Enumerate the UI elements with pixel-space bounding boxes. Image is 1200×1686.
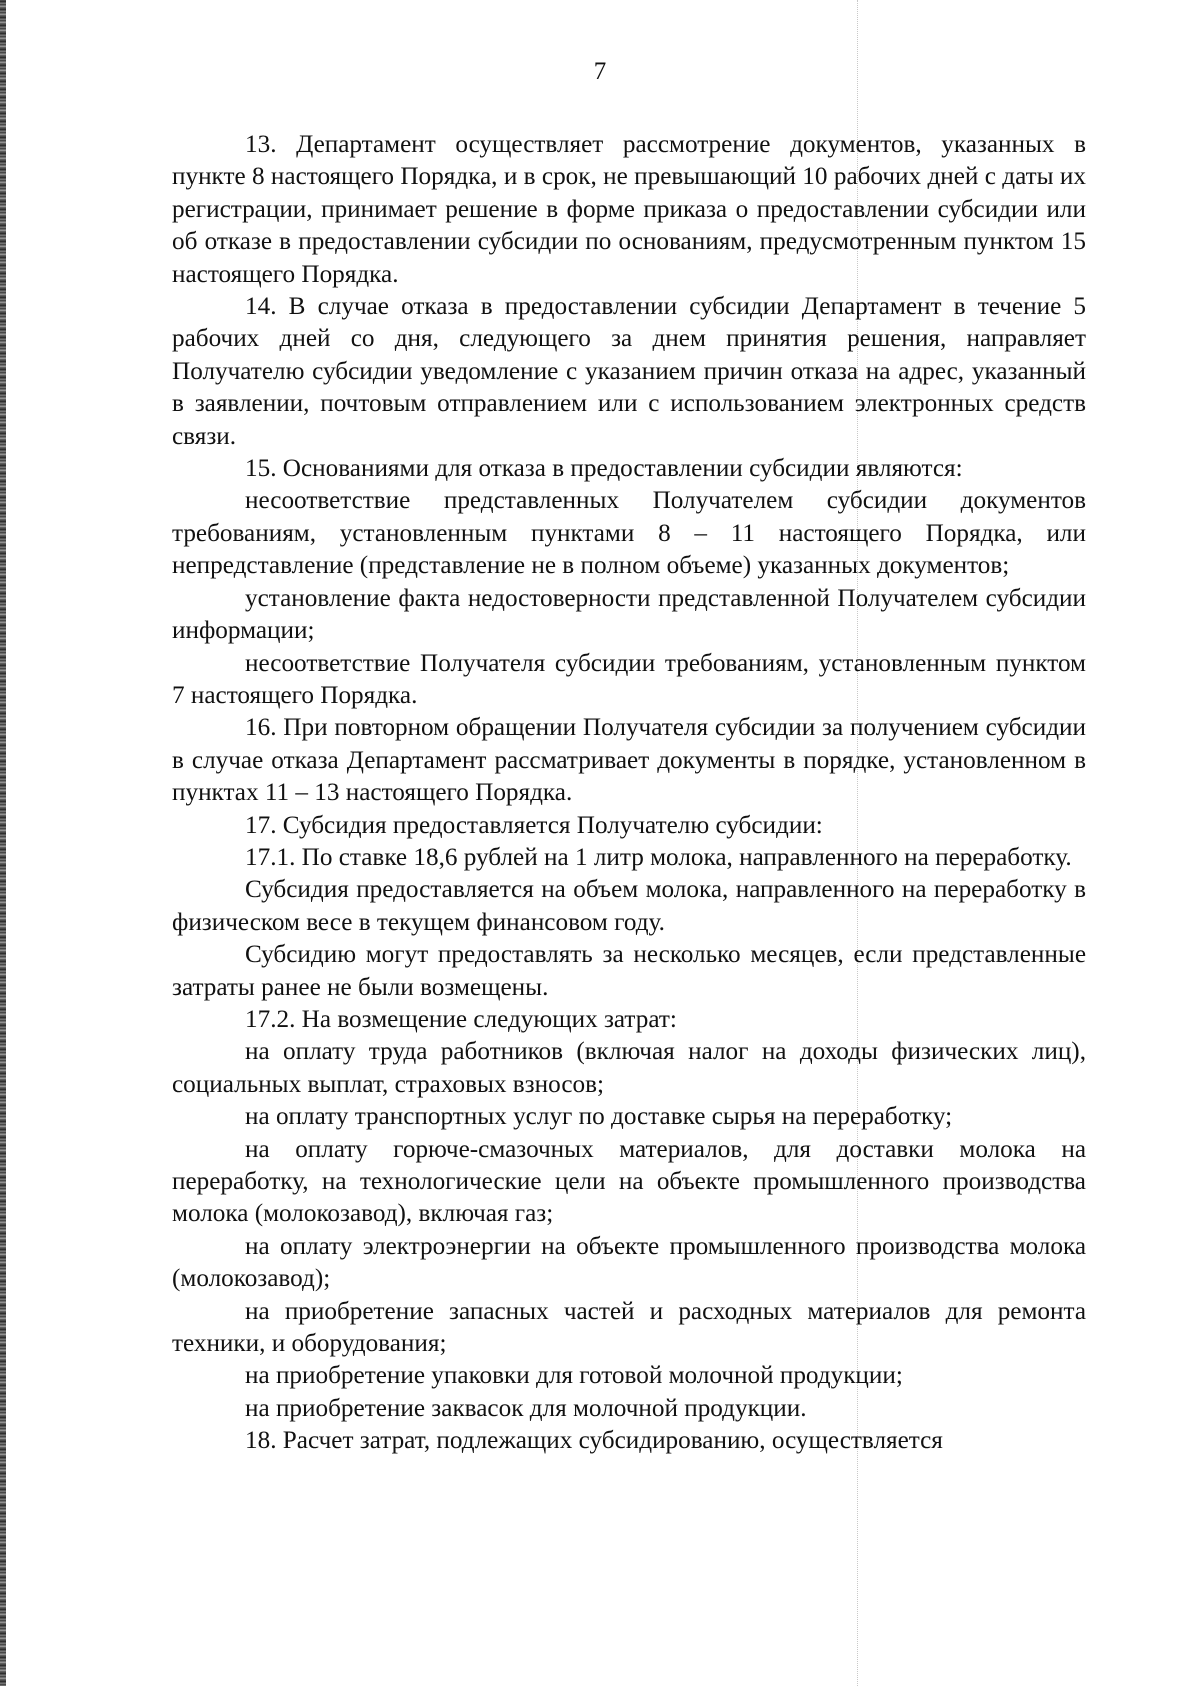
paragraph-15-item-2: установление факта недостоверности представленной Получателем субсидии информации; xyxy=(172,584,1086,645)
paragraph-17-1-months: Субсидию могут предоставлять за несколько месяцев, если представленные затраты ранее не были возмещены. xyxy=(172,941,1086,1001)
paragraph-17-2-item-7: на приобретение заквасок для молочной продукции. xyxy=(245,1394,807,1422)
page-number: 7 xyxy=(593,58,607,85)
paragraph-17-2-item-1: на оплату труда работников (включая налог на доходы физических лиц), социальных выплат, страховых взносов; xyxy=(172,1038,1086,1098)
paragraph-17-2-item-2: на оплату транспортных услуг по доставке сырья на переработку; xyxy=(245,1103,953,1131)
paragraph-17-1-volume: Субсидия предоставляется на объем молока, направленного на переработку в физическом весе в текущем финансовом году. xyxy=(172,876,1086,936)
paragraph-15-item-1: несоответствие представленных Получателем субсидии документов требованиям, установленным пунктами 8 – 11 настоящего Порядка, или непредставление (представление не в полном объеме) указанных документов; xyxy=(172,487,1086,580)
paragraph-14: 14. В случае отказа в предоставлении субсидии Департамент в течение 5 рабочих дней со дня, следующего за днем принятия решения, направляет Получателю субсидии уведомление с указанием причин отказа на адрес, указанный в заявлении, почтовым отправлением или с использованием электронных средств связи. xyxy=(172,293,1086,450)
paragraph-15: 15. Основаниями для отказа в предоставлении субсидии являются: xyxy=(245,455,963,483)
paragraph-17-2-item-4: на оплату электроэнергии на объекте промышленного производства молока (молокозавод); xyxy=(172,1232,1086,1293)
paragraph-17-2: 17.2. На возмещение следующих затрат: xyxy=(245,1005,677,1033)
document-body xyxy=(172,129,1086,1458)
paragraph-17: 17. Субсидия предоставляется Получателю субсидии: xyxy=(245,811,823,839)
paragraph-17-1: 17.1. По ставке 18,6 рублей на 1 литр молока, направленного на переработку. xyxy=(245,843,1072,871)
paragraph-18: 18. Расчет затрат, подлежащих субсидированию, осуществляется xyxy=(245,1427,943,1455)
scan-edge xyxy=(0,0,6,1686)
paragraph-16: 16. При повторном обращении Получателя субсидии за получением субсидии в случае отказа Департамент рассматривает документы в порядке, установленном в пунктах 11 – 13 настоящего Порядка. xyxy=(172,714,1086,807)
paragraph-15-item-3: несоответствие Получателя субсидии требованиям, установленным пунктом 7 настоящего Порядка. xyxy=(172,649,1086,709)
paragraph-13: 13. Департамент осуществляет рассмотрение документов, указанных в пункте 8 настоящего Порядка, и в срок, не превышающий 10 рабочих дней с даты их регистрации, принимает решение в форме приказа о предоставлении субсидии или об отказе в предоставлении субсидии по основаниям, предусмотренным пунктом 15 настоящего Порядка. xyxy=(172,131,1086,288)
paragraph-17-2-item-5: на приобретение запасных частей и расходных материалов для ремонта техники, и оборудования; xyxy=(172,1297,1086,1358)
paragraph-17-2-item-3: на оплату горюче-смазочных материалов, для доставки молока на переработку, на технологические цели на объекте промышленного производства молока (молокозавод), включая газ; xyxy=(172,1135,1086,1228)
paragraph-17-2-item-6: на приобретение упаковки для готовой молочной продукции; xyxy=(245,1362,903,1390)
